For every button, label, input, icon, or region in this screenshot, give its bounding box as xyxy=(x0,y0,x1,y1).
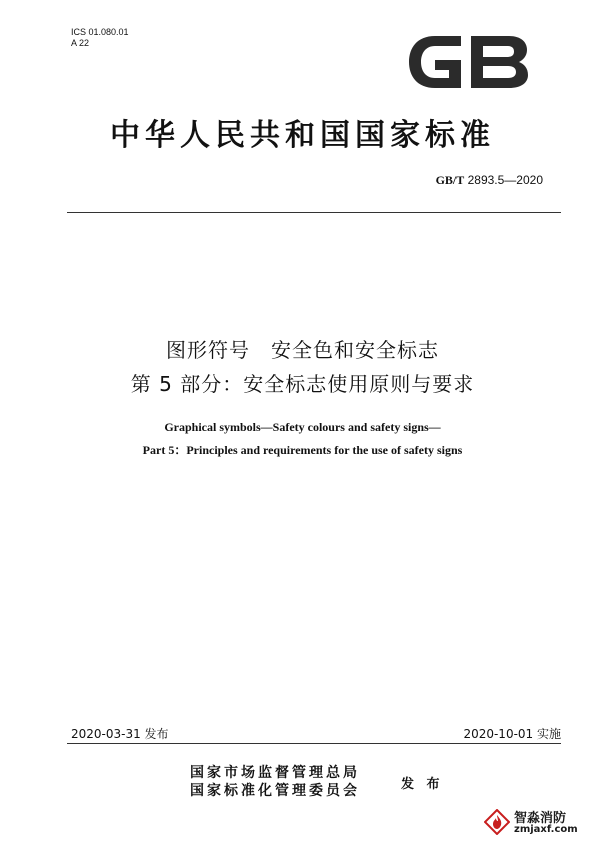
watermark-site: zmjaxf.com xyxy=(514,824,578,835)
standard-prefix: GB/T xyxy=(435,173,465,187)
issuing-authorities xyxy=(190,764,360,800)
issue-date: 2020-03-31 发布 xyxy=(71,727,169,741)
title-en-line2: Part 5：Principles and requirements for the use of safety signs xyxy=(142,443,463,457)
bottom-divider xyxy=(67,743,561,744)
release-label: 发 布 xyxy=(401,777,444,792)
implementation-date: 2020-10-01 实施 xyxy=(463,727,561,741)
title-en-line1: Graphical symbols—Safety colours and safety signs— xyxy=(164,420,441,434)
site-watermark xyxy=(484,803,602,841)
ics-code: ICS 01.080.01 xyxy=(71,27,129,37)
ccs-code: A 22 xyxy=(71,38,90,48)
national-standard-title: 中华人民共和国国家标准 xyxy=(110,118,495,153)
issuer-sac: 国家标准化管理委员会 xyxy=(190,783,360,799)
watermark-name: 智淼消防 xyxy=(514,811,567,826)
issuer-samr: 国家市场监督管理总局 xyxy=(190,765,360,781)
top-divider xyxy=(67,212,561,213)
standard-number xyxy=(436,173,543,188)
standard-code: 2893.5—2020 xyxy=(467,173,543,187)
title-cn-line1: 图形符号 安全色和安全标志 xyxy=(166,338,439,362)
flame-logo-icon xyxy=(484,809,510,835)
title-cn-line2: 第 5 部分：安全标志使用原则与要求 xyxy=(130,372,475,396)
ics-classification xyxy=(71,27,129,49)
gb-logo-icon xyxy=(405,32,531,92)
